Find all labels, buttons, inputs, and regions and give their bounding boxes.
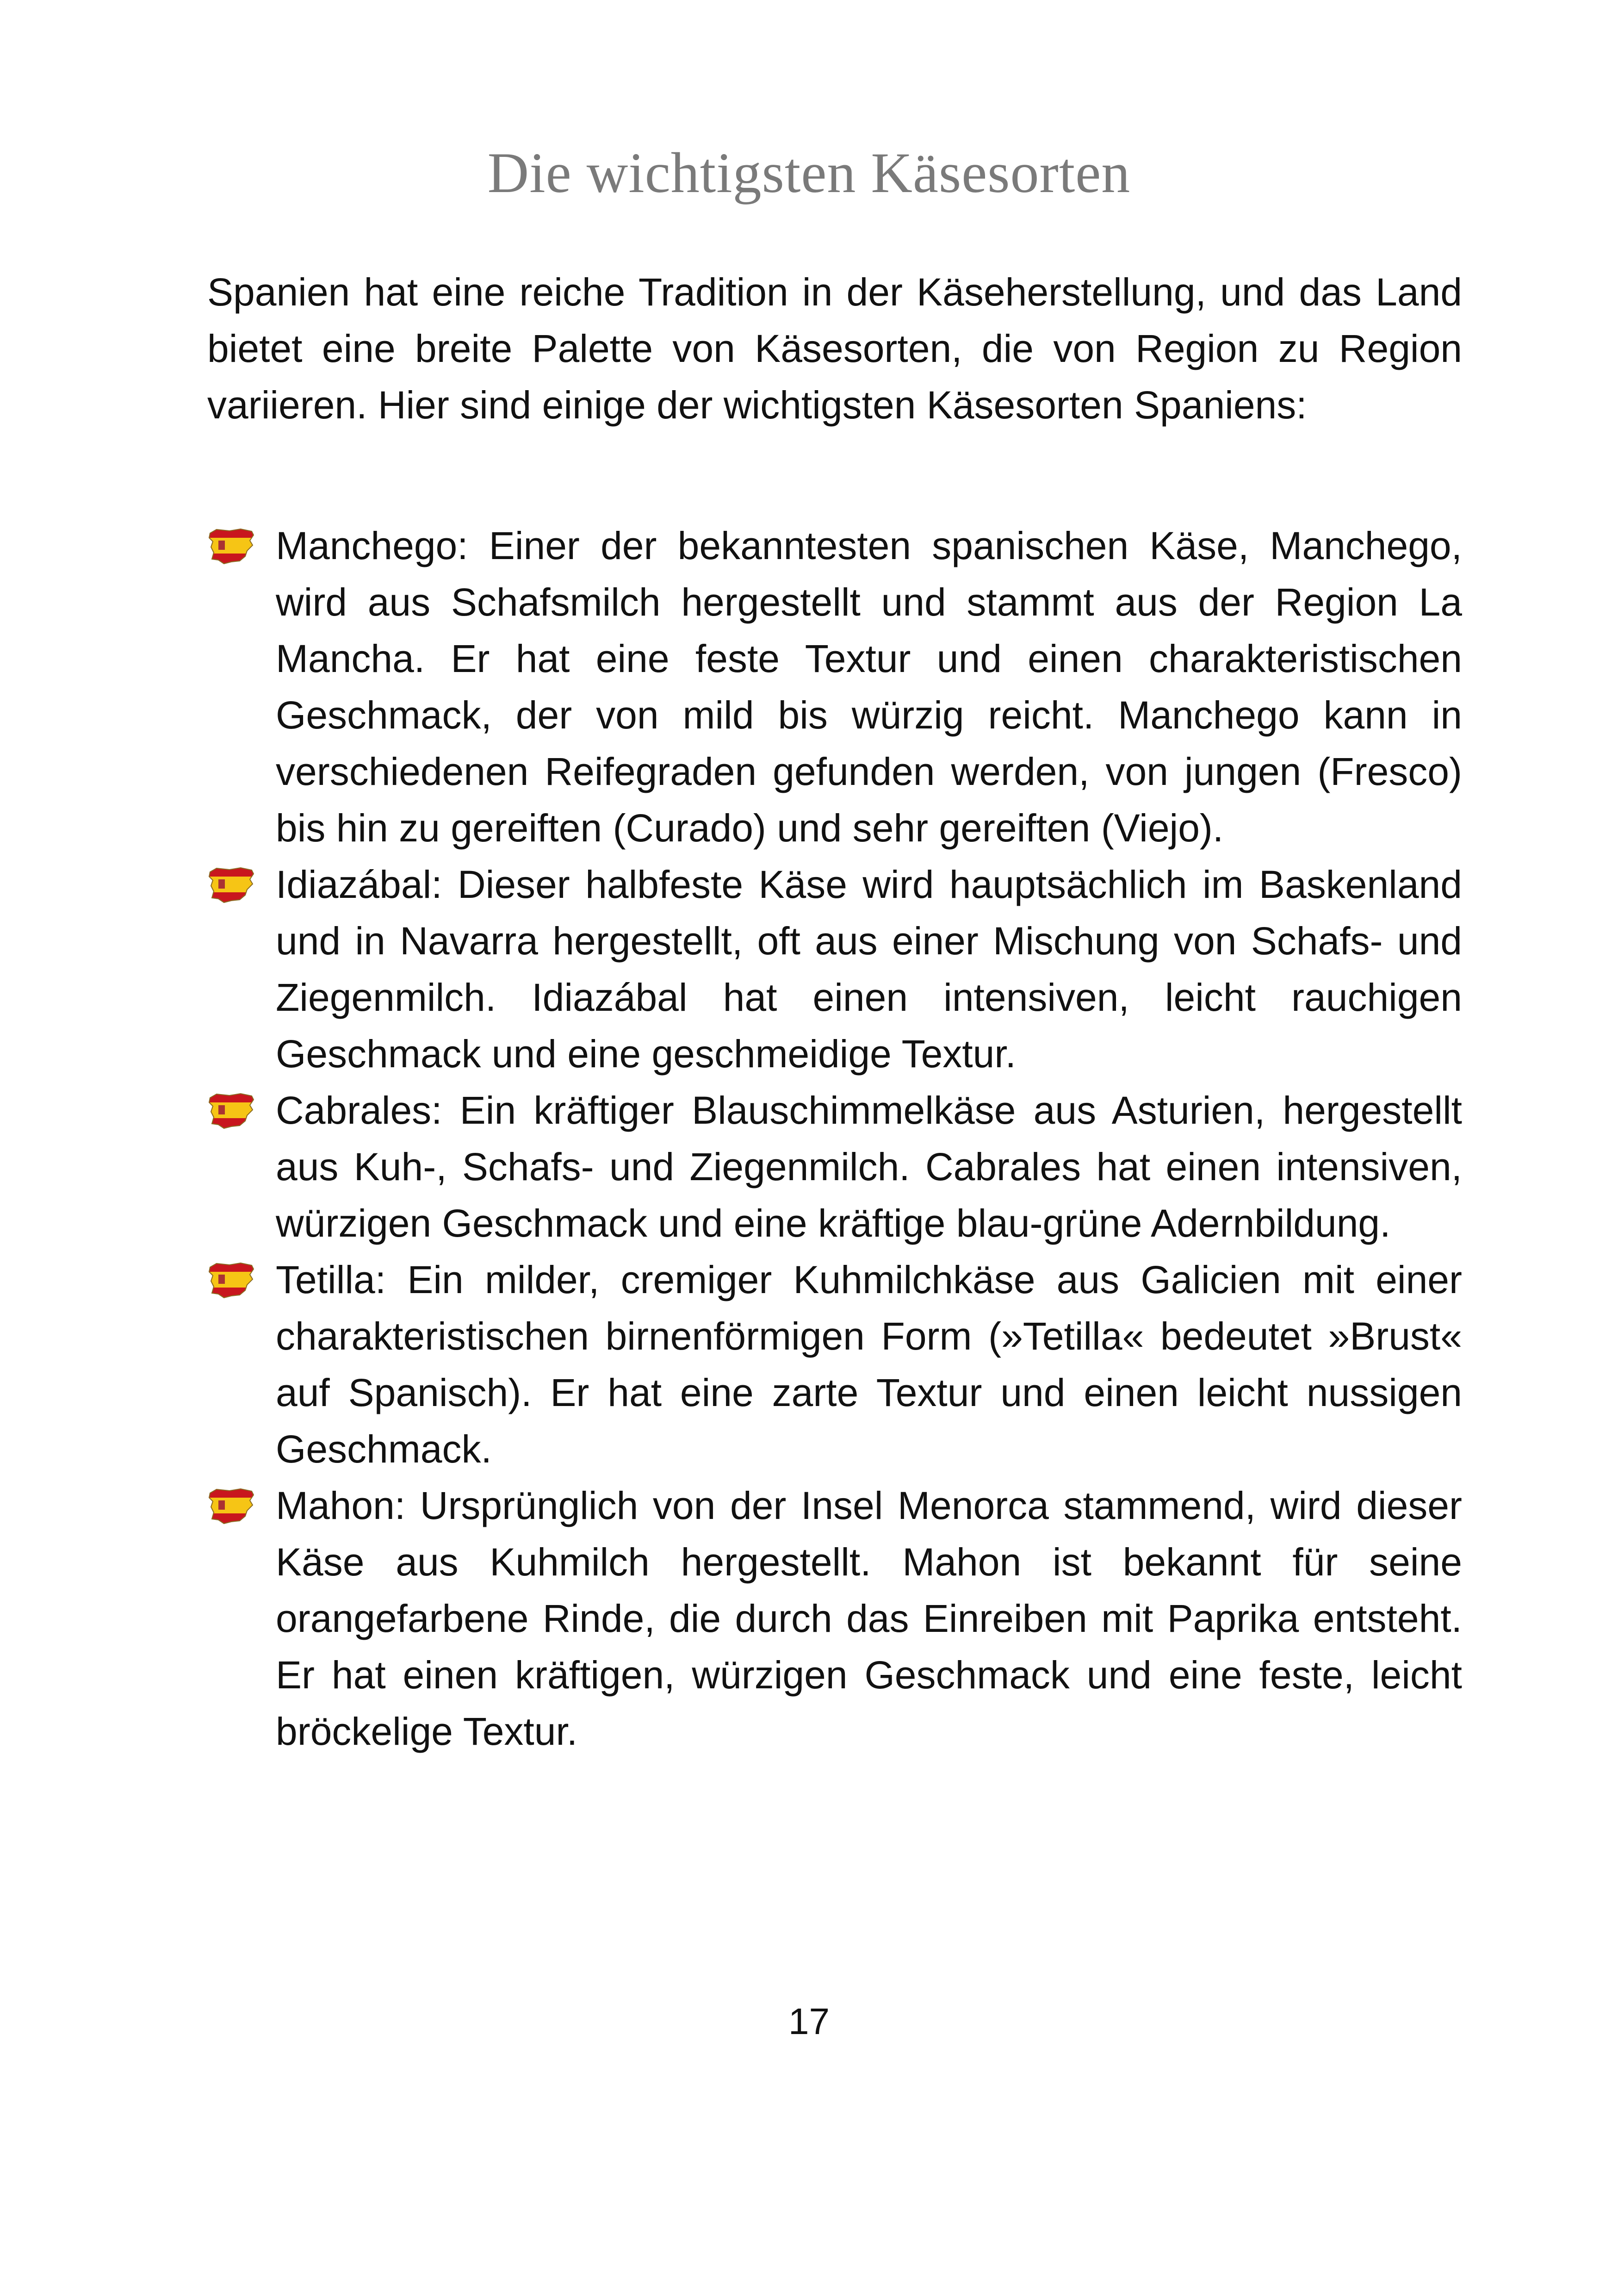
spain-flag-map-shape (207, 527, 258, 566)
spain-flag-map-icon (207, 524, 258, 563)
spain-flag-map-shape (207, 1487, 258, 1525)
list-item (207, 1082, 1462, 1251)
spain-flag-map-icon (207, 1089, 258, 1127)
list-item-text: Mahon: Ursprünglich von der Insel Menorca stammend, wird dieser Käse aus Kuhmilch hergestellt. Mahon ist bekannt für seine orangefarbene Rinde, die durch das Einreiben mit Paprika entsteht. Er hat einen kräftigen, würzigen Geschmack und eine feste, leicht bröckelige Textur. (276, 1484, 1462, 1753)
spain-flag-map-shape (207, 1091, 258, 1130)
list-item-text: Tetilla: Ein milder, cremiger Kuhmilchkäse aus Galicien mit einer charakteristischen birnenförmigen Form (»Tetilla« bedeutet »Brust« auf Spanisch). Er hat eine zarte Textur und einen leicht nussigen Geschmack. (276, 1258, 1462, 1471)
cheese-list (207, 517, 1462, 1760)
spain-flag-map-icon (207, 1258, 258, 1297)
list-item (207, 1477, 1462, 1760)
list-item (207, 856, 1462, 1082)
list-item-text: Manchego: Einer der bekanntesten spanischen Käse, Manchego, wird aus Schafsmilch hergestellt und stammt aus der Region La Mancha. Er hat eine feste Textur und einen charakteristischen Geschmack, der von mild bis würzig reicht. Manchego kann in verschiedenen Reifegraden gefunden werden, von jungen (Fresco) bis hin zu gereiften (Curado) und sehr gereiften (Viejo). (276, 524, 1462, 850)
page-title: Die wichtigsten Käsesorten (487, 141, 1131, 205)
spain-flag-map-shape (207, 865, 258, 904)
intro-paragraph: Spanien hat eine reiche Tradition in der Käseherstellung, und das Land bietet eine breite Palette von Käsesorten, die von Region zu Region variieren. Hier sind einige der wichtigsten Käsesorten Spaniens: (207, 270, 1462, 427)
list-item-text: Cabrales: Ein kräftiger Blauschimmelkäse aus Asturien, hergestellt aus Kuh-, Schafs- und Ziegenmilch. Cabrales hat einen intensiven, würzigen Geschmack und eine kräftige blau-grüne Adernbildung. (276, 1089, 1462, 1245)
spain-flag-map-icon (207, 1484, 258, 1523)
page-number: 17 (788, 2001, 830, 2042)
list-item (207, 1251, 1462, 1477)
spain-flag-map-shape (207, 1261, 258, 1300)
list-item-text: Idiazábal: Dieser halbfeste Käse wird hauptsächlich im Baskenland und in Navarra hergestellt, oft aus einer Mischung von Schafs- und Ziegenmilch. Idiazábal hat einen intensiven, leicht rauchigen Geschmack und eine geschmeidige Textur. (276, 863, 1462, 1076)
spain-flag-map-icon (207, 863, 258, 902)
content-body (207, 264, 1462, 1760)
list-item (207, 517, 1462, 856)
